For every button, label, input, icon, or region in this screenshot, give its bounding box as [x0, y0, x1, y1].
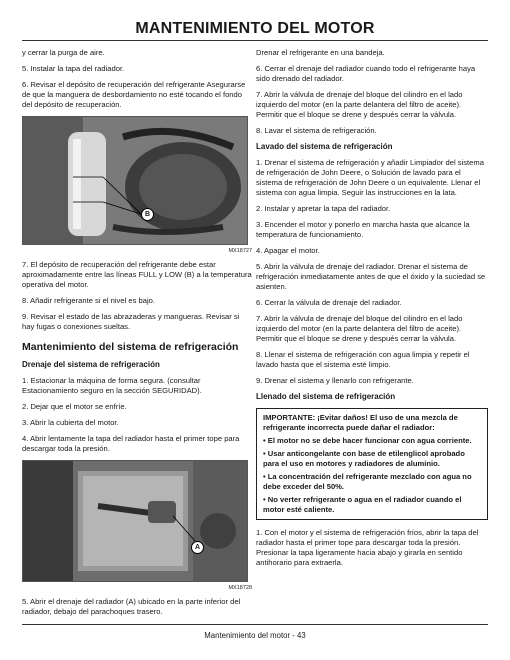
left-p6: 9. Revisar el estado de las abrazaderas y mangueras. Revisar si hay fugas o conexiones sueltas.: [22, 312, 240, 331]
callout-a: A: [191, 541, 204, 554]
left-p4: 7. El depósito de recuperación del refrigerante debe estar aproximadamente entre las líneas FULL y LOW (B) a la temperatura operativa del motor.: [22, 260, 252, 289]
subsection-drain: Drenaje del sistema de refrigeración: [22, 360, 160, 369]
figure-caption-2: MX18728: [228, 585, 252, 591]
left-p7: 1. Estacionar la máquina de forma segura. (consultar Estacionamiento seguro en la sección SEGURIDAD).: [22, 376, 202, 395]
figure-coolant-reservoir: [22, 116, 248, 245]
page-footer: Mantenimiento del motor - 43: [204, 631, 306, 640]
left-p3: 6. Revisar el depósito de recuperación del refrigerante Asegurarse de que la manguera de desbordamiento no esté tocando el fondo del depósito de recuperación.: [22, 80, 246, 109]
footer-rule: [22, 624, 488, 625]
left-column: [22, 48, 252, 623]
notice-title: IMPORTANTE: ¡Evitar daños! El uso de una mezcla de refrigerante incorrecta puede dañar el radiador:: [263, 413, 458, 432]
radiator-drain-illustration: [23, 461, 247, 581]
important-notice: [256, 408, 488, 520]
right-p12: 8. Llenar el sistema de refrigeración con agua limpia y repetir el lavado hasta que el sistema esté limpio.: [256, 350, 470, 369]
right-p1: Drenar el refrigerante en una bandeja.: [256, 48, 385, 57]
page-title: MANTENIMIENTO DEL MOTOR: [135, 20, 375, 37]
callout-b: B: [141, 208, 154, 221]
left-p11: 5. Abrir el drenaje del radiador (A) ubicado en la parte inferior del radiador, debajo del parachoques trasero.: [22, 597, 241, 616]
right-p11: 7. Abrir la válvula de drenaje del bloque del cilindro en el lado izquierdo del motor (en la parte delantera del filtro de aceite). Permitir que el bloque se drene y después cerrar la válvula.: [256, 314, 463, 343]
coolant-reservoir-illustration: [23, 117, 247, 244]
left-p5: 8. Añadir refrigerante si el nivel es bajo.: [22, 296, 155, 305]
left-p2: 5. Instalar la tapa del radiador.: [22, 64, 125, 73]
right-p5: 1. Drenar el sistema de refrigeración y añadir Limpiador del sistema de refrigeración de John Deere, o Solución de lavado para el sistema de refrigeración de John Deere o un equivalente. Llenar el sistema con agua limpia. Seguir las instrucciones en la lata.: [256, 158, 484, 197]
section-heading: Mantenimiento del sistema de refrigeración: [22, 341, 239, 353]
right-p14: 1. Con el motor y el sistema de refrigeración fríos, abrir la tapa del radiador hasta el primer tope para descargar toda la presión. Presionar la tapa ligeramente hacia abajo y girarla en sentido antihorario para extraerla.: [256, 528, 479, 567]
left-p1: y cerrar la purga de aire.: [22, 48, 105, 57]
figure-caption-1: MX18727: [228, 248, 252, 254]
figure-radiator-drain: [22, 460, 248, 582]
right-p13: 9. Drenar el sistema y llenarlo con refrigerante.: [256, 376, 414, 385]
left-p8: 2. Dejar que el motor se enfríe.: [22, 402, 127, 411]
right-p7: 3. Encender el motor y ponerlo en marcha hasta que alcance la temperatura de funcionamiento.: [256, 220, 470, 239]
right-p10: 6. Cerrar la válvula de drenaje del radiador.: [256, 298, 402, 307]
notice-bullet: • El motor no se debe hacer funcionar con agua corriente.: [263, 436, 472, 445]
right-p6: 2. Instalar y apretar la tapa del radiador.: [256, 204, 391, 213]
right-p9: 5. Abrir la válvula de drenaje del radiador. Drenar el sistema de refrigeración inmediatamente antes de que el óxido y la suciedad se asienten.: [256, 262, 486, 291]
notice-bullet: • Usar anticongelante con base de etilenglicol aprobado para el uso en motores y radiadores de aluminio.: [263, 449, 465, 468]
right-p8: 4. Apagar el motor.: [256, 246, 320, 255]
notice-bullet: • No verter refrigerante o agua en el radiador cuando el motor esté caliente.: [263, 495, 462, 514]
right-p4: 8. Lavar el sistema de refrigeración.: [256, 126, 377, 135]
subsection-flush: Lavado del sistema de refrigeración: [256, 142, 393, 151]
subsection-fill: Llenado del sistema de refrigeración: [256, 392, 396, 401]
title-rule: [22, 40, 488, 41]
notice-bullet: • La concentración del refrigerante mezclado con agua no debe exceder del 50%.: [263, 472, 472, 491]
right-column: [256, 48, 488, 574]
left-p9: 3. Abrir la cubierta del motor.: [22, 418, 119, 427]
left-p10: 4. Abrir lentamente la tapa del radiador hasta el primer tope para descargar toda la presión.: [22, 434, 240, 453]
right-p2: 6. Cerrar el drenaje del radiador cuando todo el refrigerante haya sido drenado del radiador.: [256, 64, 476, 83]
right-p3: 7. Abrir la válvula de drenaje del bloque del cilindro en el lado izquierdo del motor (en la parte delantera del filtro de aceite). Permitir que el bloque se drene y después cerrar la válvula.: [256, 90, 463, 119]
